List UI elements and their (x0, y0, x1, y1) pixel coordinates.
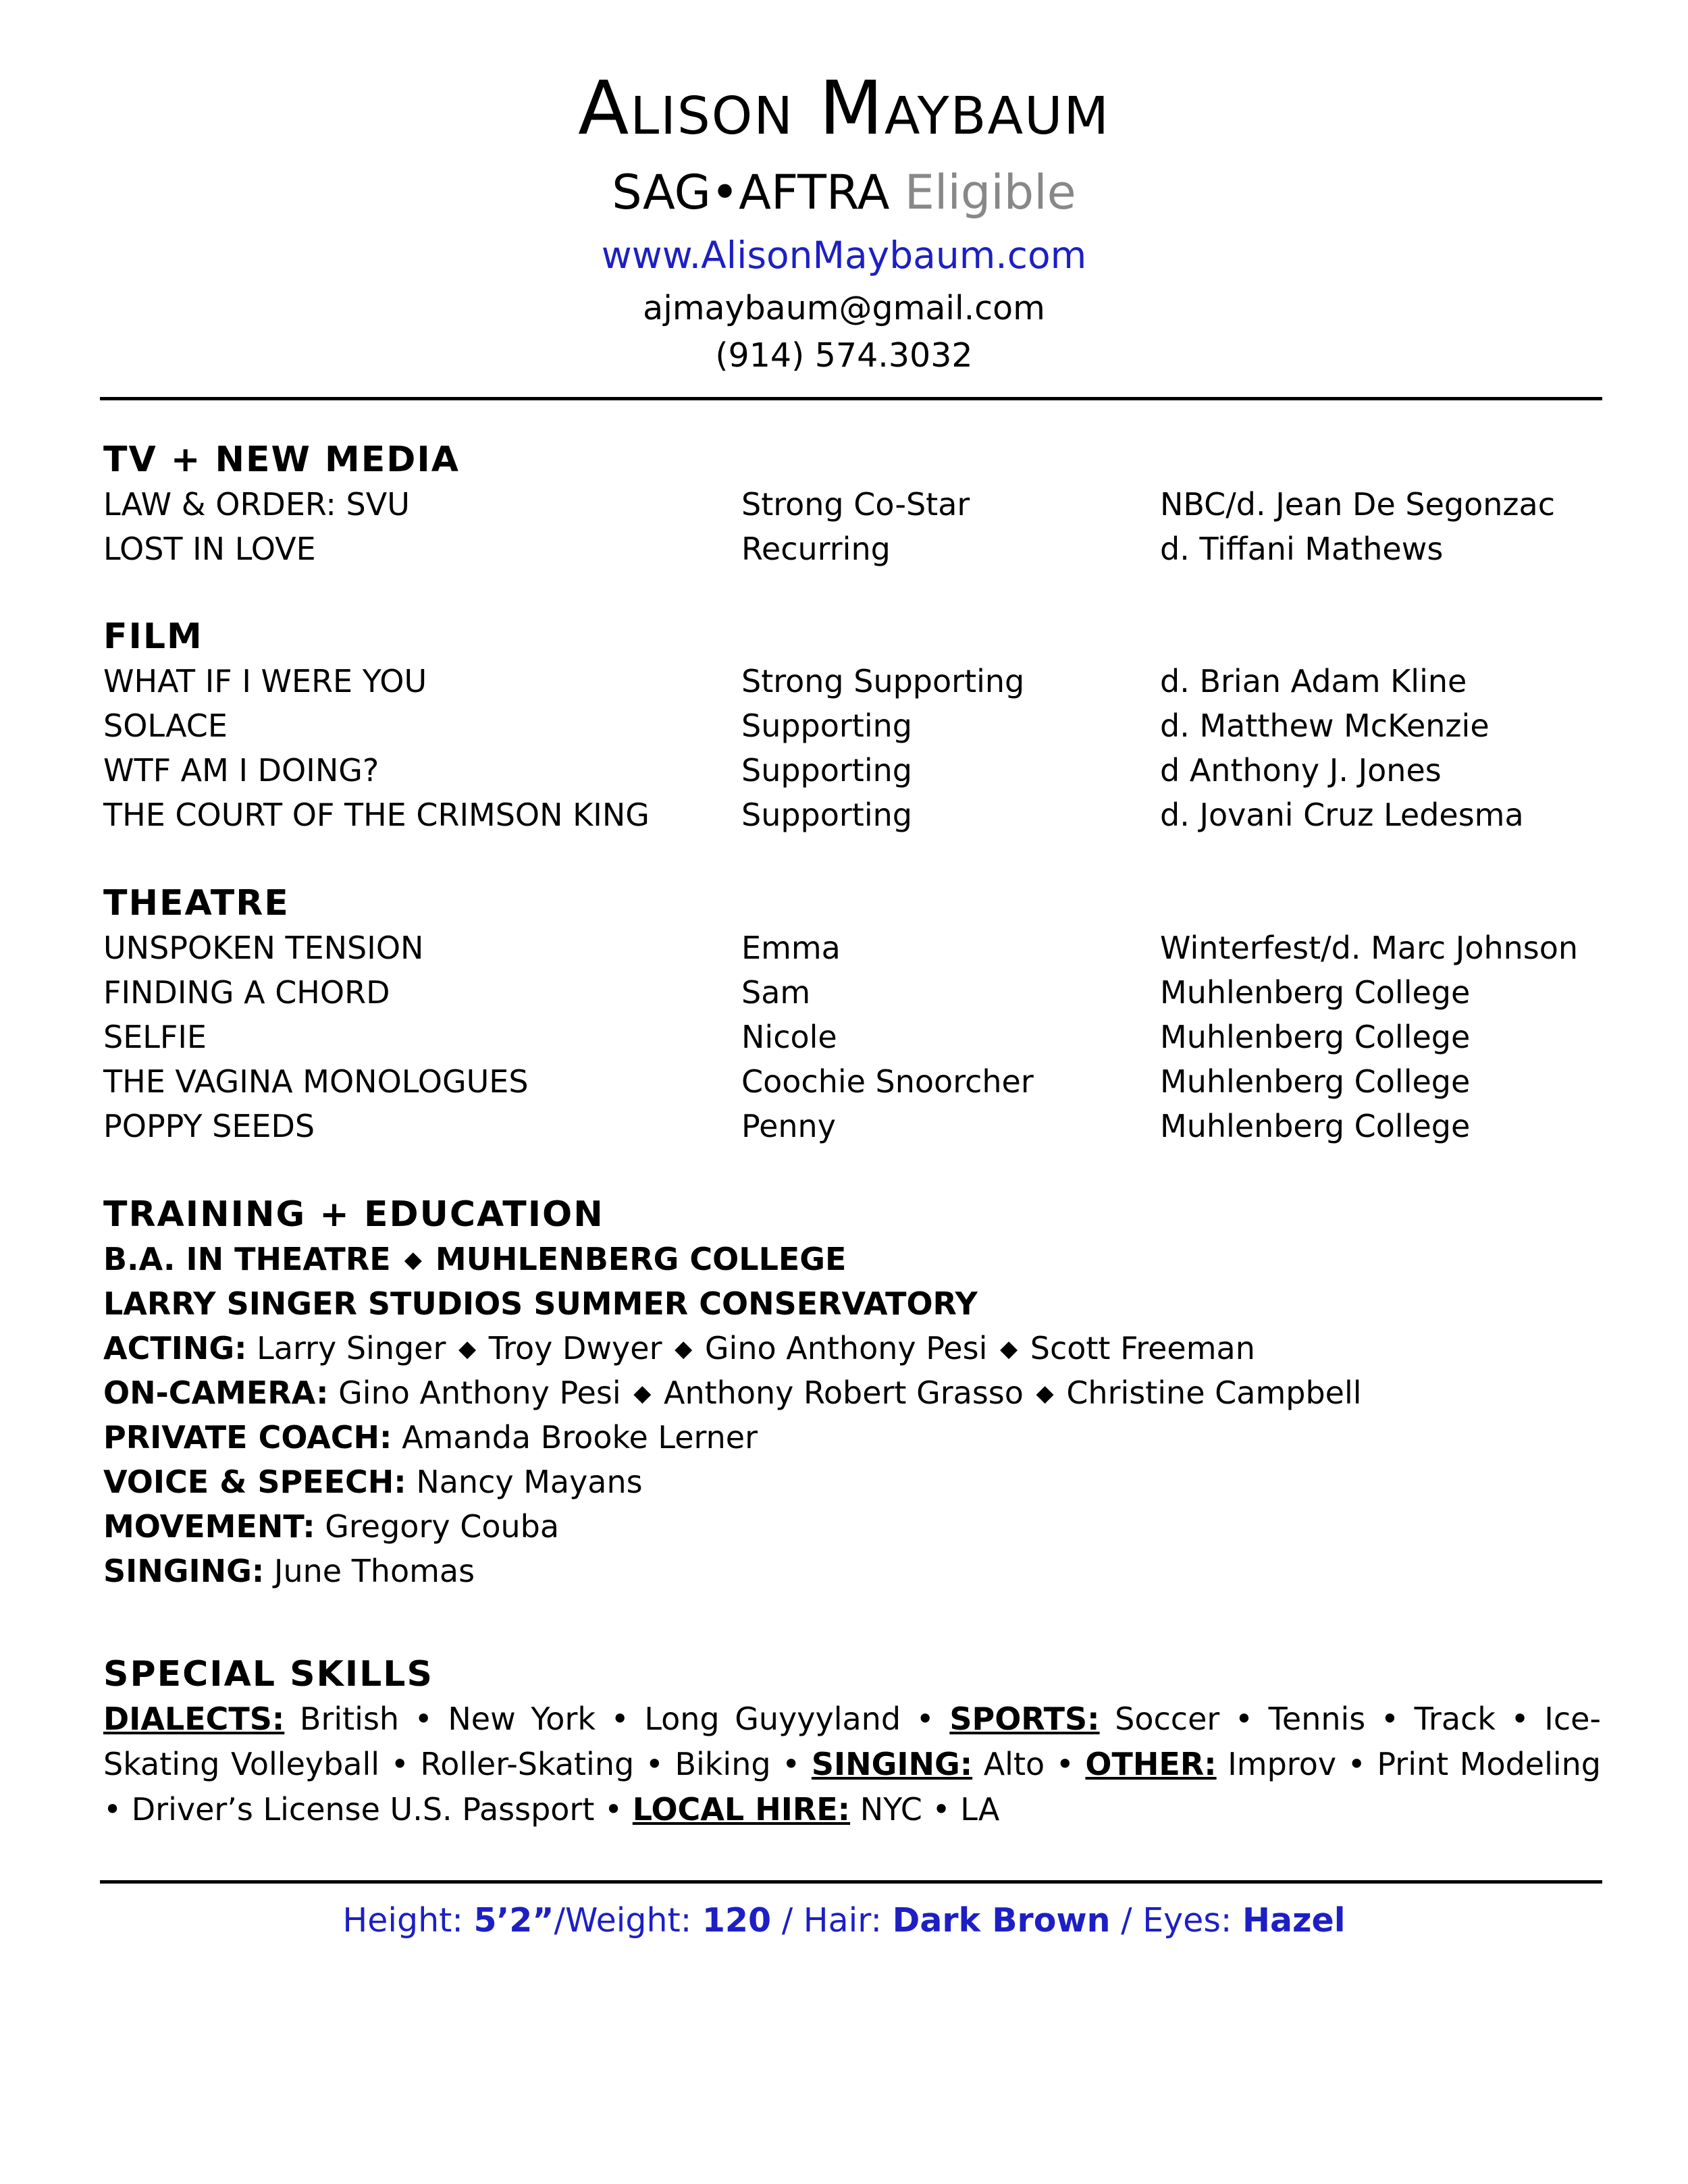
diamond-separator-icon: ◆ (404, 1246, 422, 1273)
credit-role: Penny (741, 1108, 836, 1144)
coach-line (103, 1415, 758, 1460)
credit-row (0, 793, 1688, 837)
voice-line (103, 1460, 643, 1504)
credit-role: Coochie Snoorcher (741, 1063, 1034, 1100)
acting-label: ACTING: (103, 1330, 247, 1366)
dialects-label: DIALECTS: (103, 1701, 285, 1737)
teacher: Gino Anthony Pesi (338, 1375, 621, 1411)
skills-paragraph (103, 1697, 1601, 1832)
diamond-separator-icon: ◆ (675, 1335, 693, 1362)
header-divider (100, 397, 1602, 400)
credit-row (0, 926, 1688, 970)
credit-role: Sam (741, 974, 811, 1011)
credit-title: LAW & ORDER: SVU (103, 486, 410, 523)
credit-company: d. Tiffani Mathews (1160, 531, 1444, 567)
credit-role: Strong Supporting (741, 663, 1025, 699)
credit-title: UNSPOKEN TENSION (103, 930, 424, 966)
singing-label: SINGING: (103, 1553, 265, 1589)
teacher: Nancy Mayans (416, 1464, 643, 1500)
email-link[interactable]: ajmaybaum@gmail.com (643, 289, 1045, 327)
singing-line (103, 1549, 475, 1593)
actor-name: Alison Maybaum (578, 65, 1110, 151)
dialects: British • New York • Long Guyyyland • (299, 1701, 934, 1737)
credit-company: Muhlenberg College (1160, 1108, 1471, 1144)
credit-row (0, 1104, 1688, 1148)
credit-company: NBC/d. Jean De Segonzac (1160, 486, 1556, 523)
teacher: Christine Campbell (1066, 1375, 1362, 1411)
coach-label: PRIVATE COACH: (103, 1419, 392, 1456)
skills-singing: Alto • (983, 1746, 1074, 1782)
credit-role: Nicole (741, 1019, 837, 1055)
credit-row (0, 659, 1688, 703)
section-title-film: FILM (103, 616, 203, 657)
credit-title: SOLACE (103, 708, 228, 744)
teacher: Scott Freeman (1030, 1330, 1255, 1366)
credit-row (0, 970, 1688, 1015)
credit-title: THE VAGINA MONOLOGUES (103, 1063, 529, 1100)
movement-label: MOVEMENT: (103, 1508, 315, 1545)
credit-role: Supporting (741, 708, 912, 744)
hair-label: / Hair: (781, 1901, 882, 1940)
oncamera-line (103, 1370, 1362, 1418)
height-value: 5’2” (473, 1901, 554, 1940)
school: MUHLENBERG COLLEGE (435, 1241, 847, 1277)
local-hire-label: LOCAL HIRE: (632, 1791, 851, 1828)
credit-row (0, 1015, 1688, 1059)
credit-title: POPPY SEEDS (103, 1108, 315, 1144)
diamond-separator-icon: ◆ (633, 1380, 652, 1407)
skills-singing-label: SINGING: (811, 1746, 973, 1782)
weight-label: /Weight: (554, 1901, 692, 1940)
height-label: Height: (342, 1901, 463, 1940)
teacher: Larry Singer (257, 1330, 446, 1366)
hair-value: Dark Brown (892, 1901, 1111, 1940)
section-title-training: TRAINING + EDUCATION (103, 1194, 604, 1235)
section-title-skills: SPECIAL SKILLS (103, 1654, 433, 1695)
credit-row (0, 1059, 1688, 1104)
credit-row (0, 703, 1688, 748)
movement-line (103, 1504, 559, 1549)
credit-title: LOST IN LOVE (103, 531, 316, 567)
credit-row (0, 527, 1688, 571)
teacher: Troy Dwyer (488, 1330, 662, 1366)
credit-role: Supporting (741, 797, 912, 833)
credit-role: Recurring (741, 531, 891, 567)
teacher: Gino Anthony Pesi (704, 1330, 988, 1366)
physical-stats (0, 1897, 1688, 1944)
other-label: OTHER: (1085, 1746, 1217, 1782)
acting-line (103, 1326, 1255, 1374)
credit-title: THE COURT OF THE CRIMSON KING (103, 797, 650, 833)
eyes-value: Hazel (1242, 1901, 1346, 1940)
credit-company: d. Brian Adam Kline (1160, 663, 1467, 699)
teacher: June Thomas (273, 1553, 475, 1589)
section-title-tv: TV + NEW MEDIA (103, 440, 460, 480)
credit-company: Muhlenberg College (1160, 1063, 1471, 1100)
voice-label: VOICE & SPEECH: (103, 1464, 406, 1500)
credit-title: WHAT IF I WERE YOU (103, 663, 427, 699)
other-skills: Improv • Print Modeling • Driver’s License U.S. Passport • (103, 1746, 1601, 1828)
teacher: Gregory Couba (325, 1508, 560, 1545)
eyes-label: / Eyes: (1121, 1901, 1232, 1940)
degree: B.A. IN THEATRE (103, 1241, 391, 1277)
teacher: Anthony Robert Grasso (664, 1375, 1024, 1411)
sports-label: SPORTS: (949, 1701, 1100, 1737)
union-name: SAG•AFTRA (612, 165, 890, 220)
credit-role: Emma (741, 930, 841, 966)
credit-title: SELFIE (103, 1019, 207, 1055)
union-eligibility: Eligible (904, 165, 1076, 220)
credit-company: Winterfest/d. Marc Johnson (1160, 930, 1579, 966)
oncamera-label: ON-CAMERA: (103, 1375, 329, 1411)
conservatory-line: LARRY SINGER STUDIOS SUMMER CONSERVATORY (103, 1285, 978, 1322)
credit-role: Strong Co-Star (741, 486, 970, 523)
credit-role: Supporting (741, 752, 912, 789)
credit-company: d. Matthew McKenzie (1160, 708, 1489, 744)
diamond-separator-icon: ◆ (1036, 1380, 1054, 1407)
website-link[interactable]: www.AlisonMaybaum.com (601, 234, 1087, 277)
credit-company: Muhlenberg College (1160, 1019, 1471, 1055)
footer-divider (100, 1880, 1602, 1884)
teacher: Amanda Brooke Lerner (402, 1419, 758, 1456)
union-status (0, 162, 1688, 223)
credit-company: d. Jovani Cruz Ledesma (1160, 797, 1524, 833)
phone-number: (914) 574.3032 (715, 336, 973, 375)
credit-row (0, 748, 1688, 793)
credit-title: WTF AM I DOING? (103, 752, 379, 789)
degree-line (103, 1237, 846, 1285)
diamond-separator-icon: ◆ (458, 1335, 477, 1362)
credit-title: FINDING A CHORD (103, 974, 390, 1011)
local-hire: NYC • LA (860, 1791, 1000, 1828)
credit-row (0, 482, 1688, 527)
credit-company: d Anthony J. Jones (1160, 752, 1442, 789)
diamond-separator-icon: ◆ (999, 1335, 1018, 1362)
section-title-theatre: THEATRE (103, 883, 290, 924)
sports: Soccer • Tennis • Track • Ice-Skating Volleyball • Roller-Skating • Biking • (103, 1701, 1602, 1782)
credit-company: Muhlenberg College (1160, 974, 1471, 1011)
weight-value: 120 (702, 1901, 772, 1940)
